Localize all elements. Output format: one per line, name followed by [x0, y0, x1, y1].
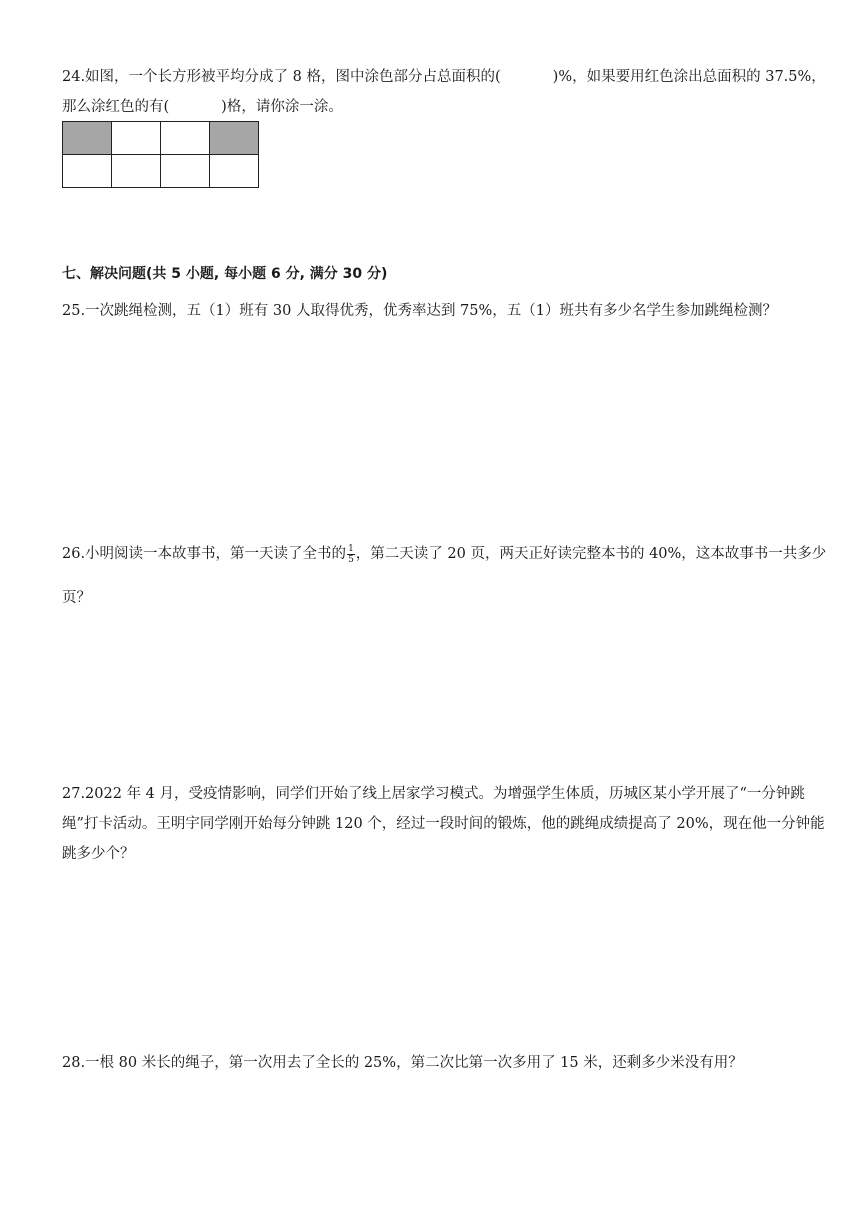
grid-cell [161, 122, 210, 155]
question-27 [62, 779, 834, 869]
rectangle-grid [62, 121, 259, 188]
fraction-one-fifth: $\frac{1}{5}$ [348, 543, 354, 565]
question-26-text: 26.小明阅读一本故事书，第一天读了全书的 $\frac{1}{5}$ ，第二天读了 20 页，两天正好读完整本书的 40%，这本故事书一共多少页？ [62, 543, 827, 606]
grid-cell [210, 155, 259, 188]
grid-cell [63, 155, 112, 188]
question-28 [62, 1048, 834, 1078]
grid-cell [161, 155, 210, 188]
question-26 [62, 532, 834, 620]
question-28-text: 28.一根 80 米长的绳子，第一次用去了全长的 25%，第二次比第一次多用了 15 米，还剩多少米没有用？ [62, 1055, 743, 1071]
grid-cell [112, 122, 161, 155]
question-24-text: 24.如图，一个长方形被平均分成了 8 格，图中涂色部分占总面积的( )%，如果要用红色涂出总面积的 37.5%，那么涂红色的有( )格，请你涂一涂。 [62, 69, 826, 115]
section-title: 七、解决问题(共 5 小题, 每小题 6 分, 满分 30 分) [62, 266, 388, 282]
question-25-text: 25.一次跳绳检测，五（1）班有 30 人取得优秀，优秀率达到 75%，五（1）班共有多少名学生参加跳绳检测？ [62, 303, 778, 319]
grid-cell [112, 155, 161, 188]
question-24 [62, 62, 834, 122]
question-27-text: 27.2022 年 4 月，受疫情影响，同学们开始了线上居家学习模式。为增强学生体质，历城区某小学开展了“一分钟跳绳”打卡活动。王明宇同学刚开始每分钟跳 120 个，经过一段时间的锻炼，他的跳绳成绩提高了 20%，现在他一分钟能跳多少个？ [62, 786, 825, 862]
question-25 [62, 296, 834, 326]
grid-cell-shaded [63, 122, 112, 155]
grid-cell-shaded [210, 122, 259, 155]
